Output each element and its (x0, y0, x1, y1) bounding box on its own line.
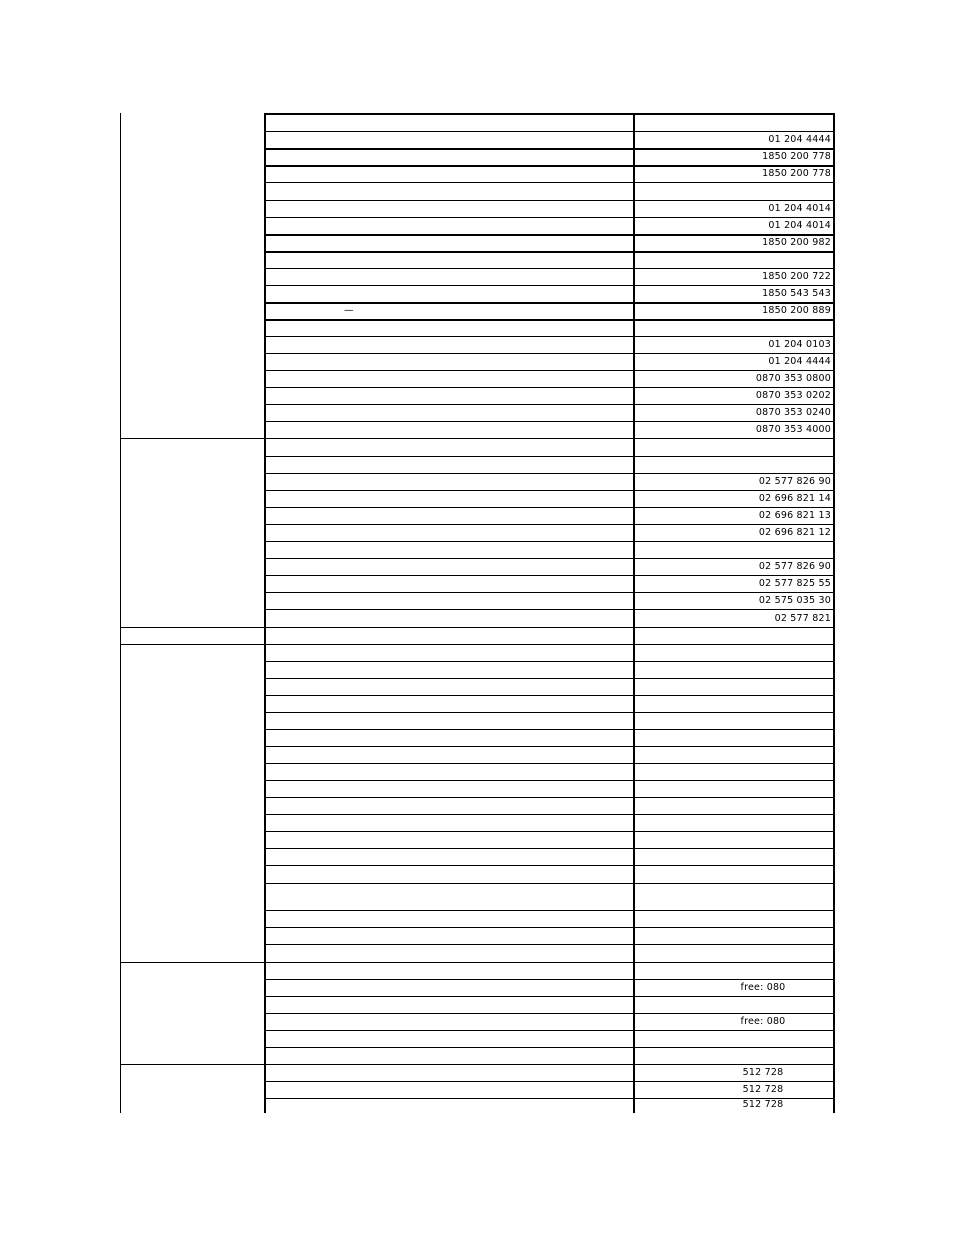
row-divider (264, 575, 835, 576)
table-row-value: 1850 200 778 (762, 168, 831, 179)
section-divider (120, 1064, 264, 1065)
row-divider (264, 746, 835, 747)
table-row-value: 01 204 0103 (768, 339, 831, 350)
row-divider (264, 421, 835, 422)
row-divider (264, 319, 835, 321)
row-divider (264, 1013, 835, 1014)
row-divider (264, 524, 835, 525)
row-divider (264, 962, 835, 963)
row-divider (264, 131, 835, 132)
row-divider (264, 910, 835, 911)
row-divider (264, 404, 835, 405)
row-divider (264, 883, 835, 884)
table-row-value: 02 577 826 90 (758, 476, 831, 487)
table-row-value: 1850 543 543 (762, 288, 831, 299)
table-row-value: free: 080 (740, 982, 786, 993)
column-divider-2 (633, 113, 635, 1113)
row-divider (264, 661, 835, 662)
table-row-value: 01 204 4444 (768, 134, 831, 145)
table-row-value: 0870 353 4000 (755, 424, 831, 435)
table-row-value: 02 575 035 30 (758, 595, 831, 606)
row-divider (264, 200, 835, 201)
table-row-value: 0870 353 0202 (755, 390, 831, 401)
row-divider (264, 336, 835, 337)
row-divider (264, 927, 835, 928)
row-divider (264, 353, 835, 354)
row-divider (264, 944, 835, 945)
row-divider (264, 763, 835, 764)
row-divider (264, 302, 835, 304)
table-row-value: 1850 200 778 (762, 151, 831, 162)
row-divider (264, 234, 835, 236)
row-divider (264, 490, 835, 491)
row-divider (264, 541, 835, 542)
row-divider (264, 165, 835, 167)
table-border-right (833, 113, 835, 1113)
row-divider (264, 644, 835, 645)
table-row-value: 02 696 821 12 (758, 527, 831, 538)
row-divider (264, 473, 835, 474)
table-row-label: — (344, 305, 354, 316)
row-divider (264, 831, 835, 832)
row-divider (264, 979, 835, 980)
table-row-value: 512 728 (742, 1084, 784, 1095)
row-divider (264, 865, 835, 866)
row-divider (264, 148, 835, 150)
table-row-value: 1850 200 722 (762, 271, 831, 282)
row-divider (264, 456, 835, 457)
row-divider (264, 729, 835, 730)
row-divider (264, 1047, 835, 1048)
row-divider (264, 268, 835, 269)
table-row-value: 02 696 821 13 (758, 510, 831, 521)
row-divider (264, 1064, 835, 1065)
table-row-value: 02 577 821 (774, 613, 831, 624)
row-divider (264, 507, 835, 508)
row-divider (264, 182, 835, 183)
table-row-value: free: 080 (740, 1016, 786, 1027)
table-row-value: 02 696 821 14 (758, 493, 831, 504)
table-row-value: 01 204 4444 (768, 356, 831, 367)
row-divider (264, 678, 835, 679)
row-divider (264, 712, 835, 713)
row-divider (264, 848, 835, 849)
row-divider (264, 438, 835, 439)
row-divider (264, 113, 835, 115)
row-divider (264, 695, 835, 696)
section-divider (120, 438, 264, 439)
table-border-left (120, 113, 121, 1113)
column-divider-1 (264, 113, 266, 1113)
row-divider (264, 627, 835, 628)
table-row-value: 512 728 (742, 1067, 784, 1078)
row-divider (264, 592, 835, 593)
table-row-value: 01 204 4014 (768, 203, 831, 214)
table-row-value: 512 728 (742, 1099, 784, 1110)
row-divider (264, 251, 835, 253)
row-divider (264, 558, 835, 559)
row-divider (264, 1030, 835, 1031)
row-divider (264, 217, 835, 218)
row-divider (264, 814, 835, 815)
row-divider (264, 609, 835, 610)
table-row-value: 02 577 825 55 (758, 578, 831, 589)
table-row-value: 0870 353 0240 (755, 407, 831, 418)
section-divider (120, 627, 264, 628)
table-row-value: 1850 200 889 (762, 305, 831, 316)
row-divider (264, 780, 835, 781)
row-divider (264, 387, 835, 388)
row-divider (264, 370, 835, 371)
table-row-value: 01 204 4014 (768, 220, 831, 231)
row-divider (264, 285, 835, 286)
table-row-value: 02 577 826 90 (758, 561, 831, 572)
section-divider (120, 962, 264, 963)
table-row-value: 0870 353 0800 (755, 373, 831, 384)
row-divider (264, 996, 835, 997)
row-divider (264, 1081, 835, 1082)
table-row-value: 1850 200 982 (762, 237, 831, 248)
row-divider (264, 797, 835, 798)
section-divider (120, 644, 264, 645)
